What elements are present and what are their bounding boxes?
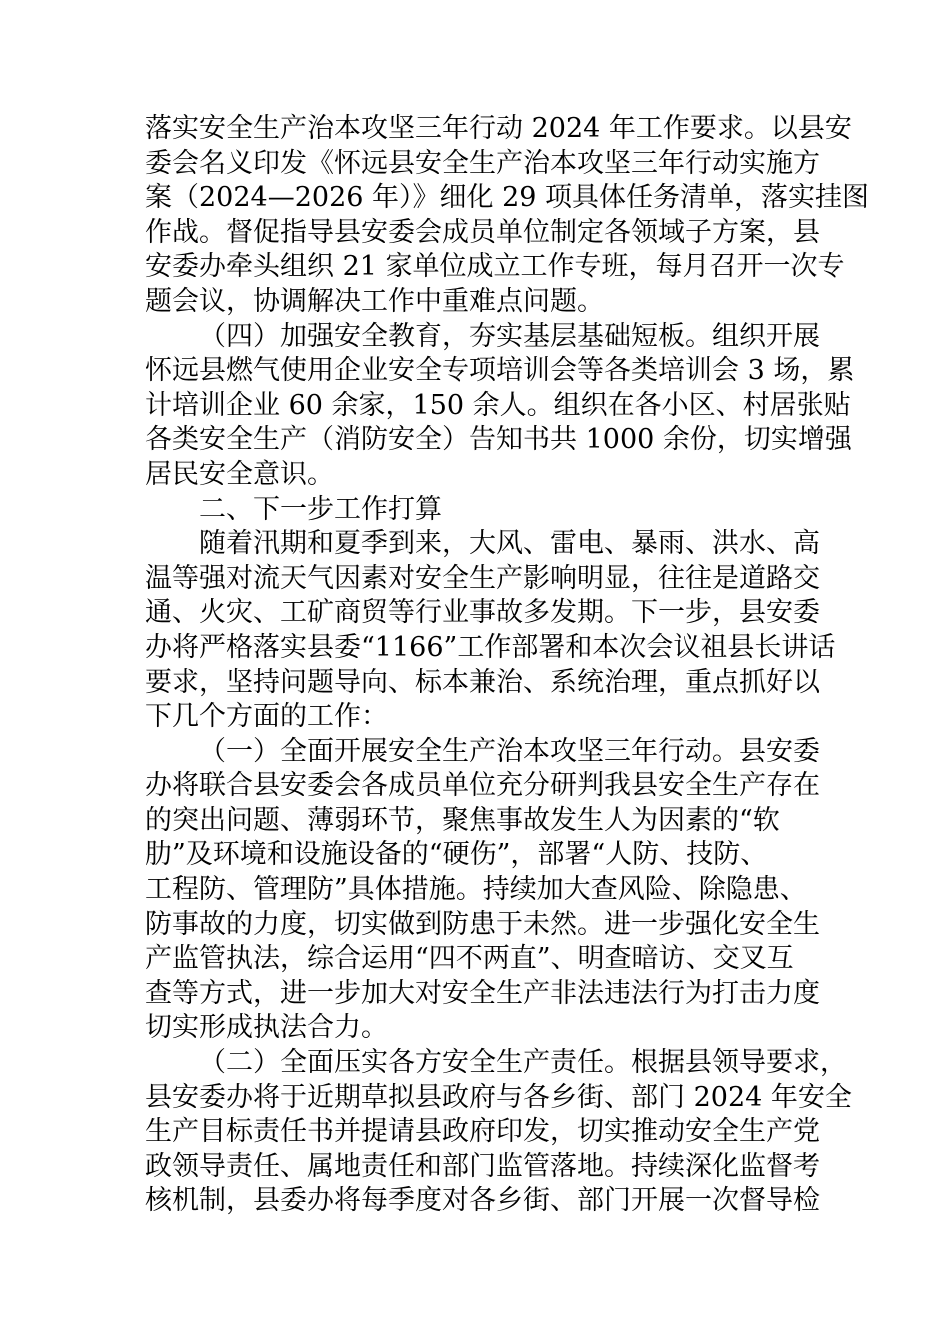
text-line: 办将联合县安委会各成员单位充分研判我县安全生产存在 xyxy=(145,770,820,802)
text-line: 下几个方面的工作： xyxy=(145,701,388,733)
text-line: 的突出问题、薄弱环节，聚焦事故发生人为因素的“软 xyxy=(145,804,780,836)
text-line: 工程防、管理防”具体措施。持续加大查风险、除隐患、 xyxy=(145,874,807,906)
text-line: 安委办牵头组织 21 家单位成立工作专班，每月召开一次专 xyxy=(145,251,845,283)
text-line: 落实安全生产治本攻坚三年行动 2024 年工作要求。以县安 xyxy=(145,113,852,144)
text-line: 县安委办将于近期草拟县政府与各乡街、部门 2024 年安全 xyxy=(145,1081,852,1113)
text-line: 切实形成执法合力。 xyxy=(145,1012,388,1044)
text-line: 二、下一步工作打算 xyxy=(199,493,442,525)
text-line: 产监管执法，综合运用“四不两直”、明查暗访、交叉互 xyxy=(145,943,794,975)
text-line: 防事故的力度，切实做到防患于未然。进一步强化安全生 xyxy=(145,908,820,940)
text-line: 计培训企业 60 余家，150 余人。组织在各小区、村居张贴 xyxy=(145,389,851,421)
text-line: 怀远县燃气使用企业安全专项培训会等各类培训会 3 场，累 xyxy=(145,355,855,387)
text-line: 核机制，县委办将每季度对各乡街、部门开展一次督导检 xyxy=(145,1185,820,1217)
document-page xyxy=(145,112,870,1219)
text-line: （一）全面开展安全生产治本攻坚三年行动。县安委 xyxy=(199,735,820,767)
text-line: 题会议，协调解决工作中重难点问题。 xyxy=(145,285,604,317)
text-line: 委会名义印发《怀远县安全生产治本攻坚三年行动实施方 xyxy=(145,147,820,179)
text-line: 各类安全生产（消防安全）告知书共 1000 余份，切实增强 xyxy=(145,424,852,456)
text-line: 温等强对流天气因素对安全生产影响明显，往往是道路交 xyxy=(145,562,820,594)
text-line: 居民安全意识。 xyxy=(145,458,334,490)
text-line: 办将严格落实县委“1166”工作部署和本次会议祖县长讲话 xyxy=(145,631,836,663)
text-line: 政领导责任、属地责任和部门监管落地。持续深化监督考 xyxy=(145,1150,820,1182)
text-line: 案（2024—2026 年）》细化 29 项具体任务清单，落实挂图 xyxy=(145,182,870,214)
text-line: 生产目标责任书并提请县政府印发，切实推动安全生产党 xyxy=(145,1116,820,1148)
text-line: 要求，坚持问题导向、标本兼治、系统治理，重点抓好以 xyxy=(145,666,820,698)
text-line: 肋”及环境和设施设备的“硬伤”，部署“人防、技防、 xyxy=(145,839,768,871)
text-line: （四）加强安全教育，夯实基层基础短板。组织开展 xyxy=(199,320,820,352)
text-line: 随着汛期和夏季到来，大风、雷电、暴雨、洪水、高 xyxy=(199,528,820,560)
text-line: 通、火灾、工矿商贸等行业事故多发期。下一步，县安委 xyxy=(145,597,820,629)
text-line: 查等方式，进一步加大对安全生产非法违法行为打击力度 xyxy=(145,977,820,1009)
text-line: （二）全面压实各方安全生产责任。根据县领导要求， xyxy=(199,1047,847,1079)
text-line: 作战。督促指导县安委会成员单位制定各领域子方案，县 xyxy=(145,216,820,248)
